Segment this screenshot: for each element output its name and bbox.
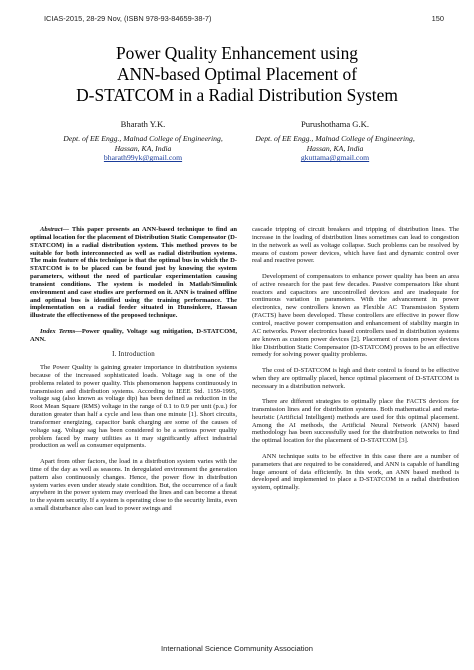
running-header bbox=[0, 14, 474, 26]
paragraph: Apart from other factors, the load in a distribution system varies with the time of the day as well as seasons. In deregulated environment the generation pattern also continuously changes. Hence, the power flow in distribution system varies even under steady state condition. But, the occurrence of a fault anywhere in the power system may overload the lines and can become a threat to the system security. If a system is operating close to the security limits, even a small disturbance also can lead to power swings and bbox=[30, 458, 237, 513]
paragraph: The cost of D-STATCOM is high and their control is found to be effective when they are optimally placed, hence optimal placement of D-STATCOM is necessary in a distribution network. bbox=[252, 366, 459, 390]
index-terms-label: Index Terms— bbox=[40, 327, 82, 335]
abstract-text: This paper presents an ANN-based technique to find an optimal location for the placement of Distribution Static Compensator (D-STATCOM) in a radial distribution system. This method proves to be suitable for both interconnected as well as radial distribution systems. The main feature of this technique is that the optimal bus in which the D-STATCOM is to be placed can be found just by knowing the system parameters, without the need of particular experimentation causing transient conditions. The system is modeled in Matlab/Simulink environment and case studies are performed on it. ANN is trained offline and optimal bus is identified using the training performance. The implementation on a radial feeder situated in Hunsinkere, Hassan illustrate the effectiveness of the proposed technique. bbox=[30, 226, 237, 320]
author-email-link[interactable]: gkuttama@gmail.com bbox=[300, 153, 370, 163]
author-name: Purushothama G.K. bbox=[300, 119, 370, 129]
author-1 bbox=[48, 120, 238, 163]
author-location: Hassan, KA, India bbox=[114, 143, 172, 153]
title-line-3: D-STATCOM in a Radial Distribution System bbox=[76, 85, 398, 105]
title-line-2: ANN-based Optimal Placement of bbox=[116, 64, 358, 84]
author-location: Hassan, KA, India bbox=[306, 143, 364, 153]
conference-info: ICIAS-2015, 28-29 Nov, (ISBN 978-93-84659-38-7) bbox=[44, 14, 212, 23]
page-number: 150 bbox=[431, 14, 444, 23]
right-column bbox=[252, 226, 459, 500]
index-terms-text: Power quality, Voltage sag mitigation, D-STATCOM, ANN. bbox=[30, 327, 237, 343]
paragraph: Development of compensators to enhance power quality has been an area of active research for the past few decades. Passive compensators like shunt reactors and capacitors are uncontrolled devices and are inadequate for continuous variation in parameters. With the advancement in power electronics, new controllers known as Flexible AC Transmission System (FACTS) have been developed. These controllers are effective in power flow control, reactive power compensation and enhancement of stability margin in AC networks. Power electronics based controllers used in distribution systems are known as custom power devices [2]. Placement of custom power devices like Distribution Static Compensator (D-STATCOM) proves to be an effective remedy for solving power quality problems. bbox=[252, 272, 459, 359]
page-footer: International Science Community Association bbox=[161, 644, 313, 653]
author-block bbox=[0, 120, 474, 190]
paragraph: ANN technique suits to be effective in this case there are a number of parameters that are required to be considered, and ANN is capable of handling huge amount of data efficiently. In this work, an ANN based method is developed and implemented to place a D-STATCOM in a radial distribution system, optimally. bbox=[252, 452, 459, 492]
author-department: Dept. of EE Engg., Malnad College of Engineering, bbox=[63, 133, 223, 143]
paper-title bbox=[30, 43, 444, 106]
section-heading: I. Introduction bbox=[112, 351, 155, 359]
left-column bbox=[30, 226, 237, 521]
author-department: Dept. of EE Engg., Malnad College of Engineering, bbox=[255, 133, 415, 143]
author-name: Bharath Y.K. bbox=[120, 119, 166, 129]
abstract-label: Abstract— bbox=[40, 226, 70, 233]
paragraph: There are different strategies to optimally place the FACTS devices for transmission lines and for distribution systems. Both mathematical and meta-heuristic (Artificial Intelligent) methods are used for this optimal placement. Among the AI methods, the Artificial Neural Network (ANN) based methodology has been successfully used for the distribution networks to find the optimal location for the placement of D-STATCOM [3]. bbox=[252, 398, 459, 445]
author-2 bbox=[240, 120, 430, 163]
title-line-1: Power Quality Enhancement using bbox=[116, 43, 358, 63]
index-terms bbox=[30, 328, 237, 344]
author-email-link[interactable]: bharath99yk@gmail.com bbox=[103, 153, 183, 163]
abstract bbox=[30, 226, 237, 320]
paragraph: cascade tripping of circuit breakers and tripping of distribution lines. The increase in the loading of distribution lines sometimes can lead to congestion in the network as well as voltage collapse. Such problems can be resolved by means of custom power devices, which have fast and dynamic control over real and reactive power. bbox=[252, 226, 459, 265]
paragraph: The Power Quality is gaining greater importance in distribution systems because of the increased sophisticated loads. Voltage sag is one of the problems related to power quality. This phenomenon happens continuously in transmission and distribution systems. According to IEEE Std. 1159-1995, voltage sag (also known as voltage dip) has been defined as reduction in the Root Mean Square (RMS) voltage in the range of 0.1 to 0.9 per unit (p.u.) for duration greater than half a cycle and less than one minute [1]. Short circuits, transformer energizing, capacitor bank charging are some of the causes of voltage sag. Voltage sag has been considered to be a serious power quality problem faced by many utilities as it may significantly affect industrial production as well as consumer equipments. bbox=[30, 364, 237, 450]
